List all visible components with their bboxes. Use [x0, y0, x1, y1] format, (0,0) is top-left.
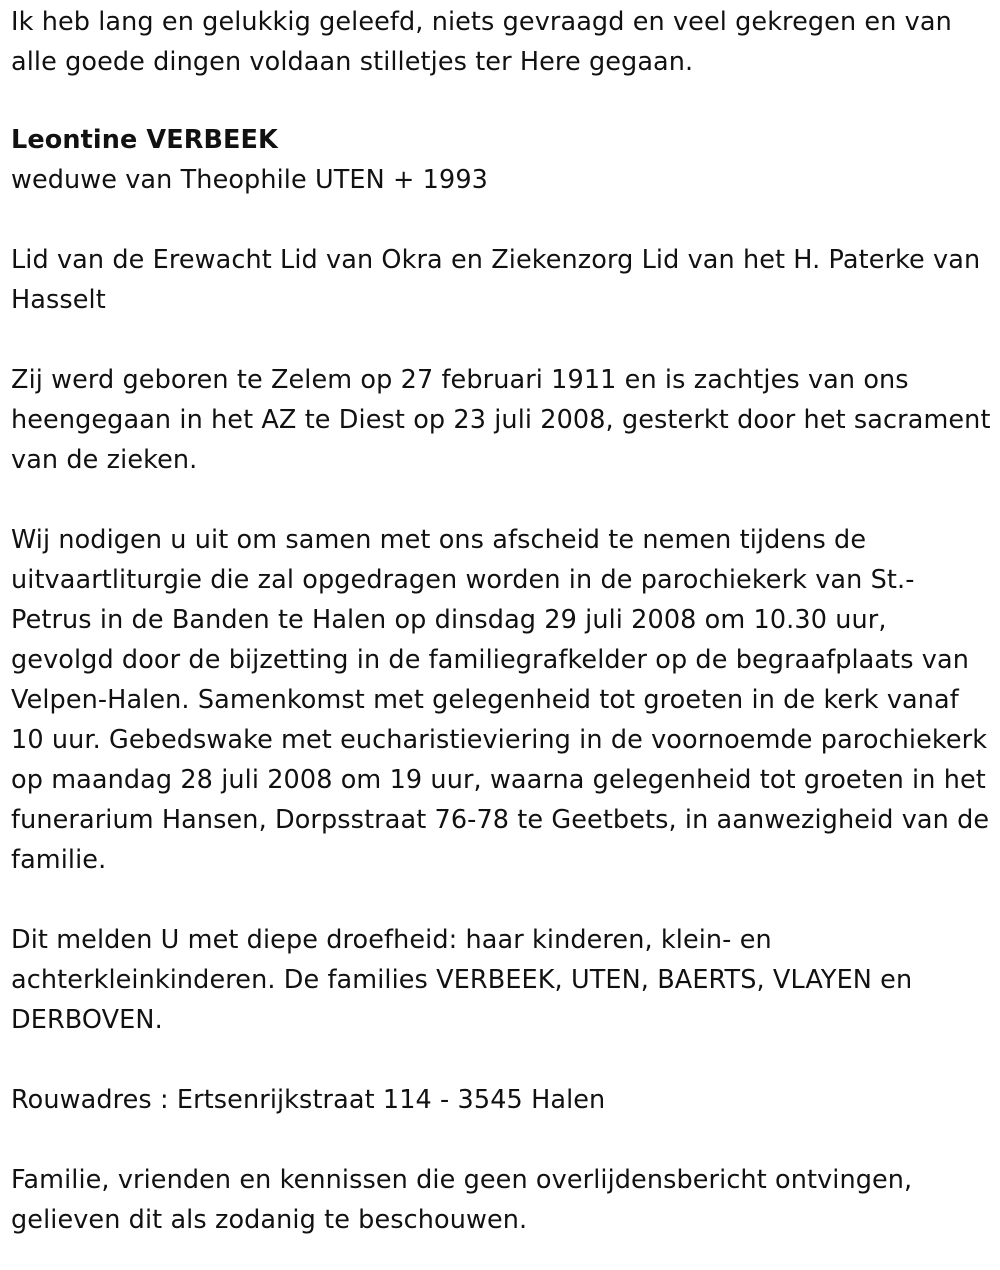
widow-of-line: weduwe van Theophile UTEN + 1993 — [11, 165, 488, 195]
deceased-name: Leontine VERBEEK — [11, 125, 278, 155]
announcement-paragraph: Dit melden U met diepe droefheid: haar kinderen, klein- en achterkleinkinderen. De families VERBEEK, UTEN, BAERTS, VLAYEN en DERBOVEN. — [11, 925, 913, 1035]
birth-death-paragraph: Zij werd geboren te Zelem op 27 februari 1911 en is zachtjes van ons heengegaan in het AZ te Diest op 23 juli 2008, gesterkt door het sacrament van de zieken. — [11, 365, 991, 475]
funeral-invitation-paragraph: Wij nodigen u uit om samen met ons afscheid te nemen tijdens de uitvaartliturgie die zal opgedragen worden in de parochiekerk van St.-Petrus in de Banden te Halen op dinsdag 29 juli 2008 om 10.30 uur, gevolgd door de bijzetting in de familiegrafkelder op de begraafplaats van Velpen-Halen. Samenkomst met gelegenheid tot groeten in de kerk vanaf 10 uur. Gebedswake met eucharistieviering in de voornoemde parochiekerk op maandag 28 juli 2008 om 19 uur, waarna gelegenheid tot groeten in het funerarium Hansen, Dorpsstraat 76-78 te Geetbets, in aanwezigheid van de familie. — [11, 525, 990, 875]
obituary-document — [11, 2, 991, 1240]
mourning-address: Rouwadres : Ertsenrijkstraat 114 - 3545 Halen — [11, 1085, 606, 1115]
memberships-paragraph: Lid van de Erewacht Lid van Okra en Ziekenzorg Lid van het H. Paterke van Hasselt — [11, 245, 981, 315]
closing-note-paragraph: Familie, vrienden en kennissen die geen overlijdensbericht ontvingen, gelieven dit als zodanig te beschouwen. — [11, 1165, 913, 1235]
motto-paragraph: Ik heb lang en gelukkig geleefd, niets gevraagd en veel gekregen en van alle goede dingen voldaan stilletjes ter Here gegaan. — [11, 7, 952, 77]
